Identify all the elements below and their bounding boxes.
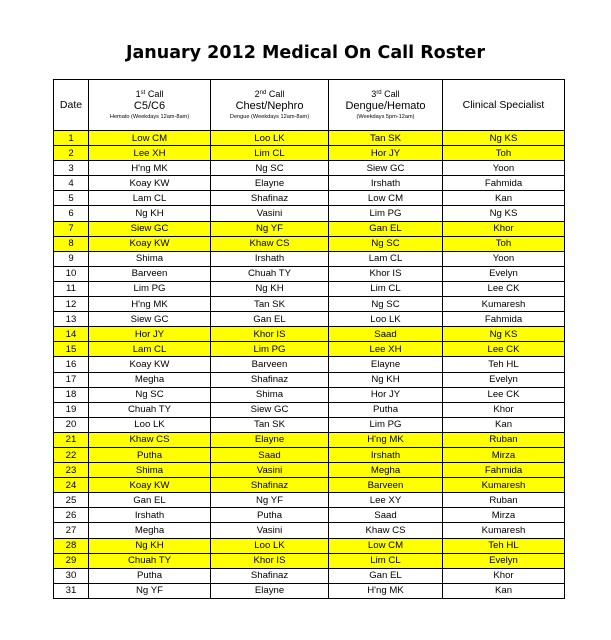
cell-second-call: Vasini [211, 206, 329, 221]
cell-second-call: Loo LK [211, 131, 329, 146]
cell-first-call: Siew GC [89, 312, 211, 327]
cell-second-call: Gan EL [211, 312, 329, 327]
table-row [54, 372, 565, 387]
cell-first-call: Megha [89, 523, 211, 538]
cell-clinical-specialist: Lee CK [443, 281, 565, 296]
cell-date: 3 [54, 161, 89, 176]
cell-third-call: Khaw CS [329, 523, 443, 538]
cell-first-call: Low CM [89, 131, 211, 146]
cell-second-call: Chuah TY [211, 266, 329, 281]
cell-second-call: Ng KH [211, 281, 329, 296]
cell-clinical-specialist: Ruban [443, 493, 565, 508]
cell-clinical-specialist: Kumaresh [443, 523, 565, 538]
table-row [54, 161, 565, 176]
cell-second-call: Lim PG [211, 342, 329, 357]
cell-first-call: Shima [89, 463, 211, 478]
cell-second-call: Barveen [211, 357, 329, 372]
cell-first-call: Barveen [89, 266, 211, 281]
cell-date: 4 [54, 176, 89, 191]
cell-second-call: Shafinaz [211, 191, 329, 206]
cell-first-call: Putha [89, 568, 211, 583]
cell-third-call: Irshath [329, 447, 443, 462]
cell-clinical-specialist: Kan [443, 191, 565, 206]
cell-first-call: Shima [89, 251, 211, 266]
cell-date: 20 [54, 417, 89, 432]
cell-third-call: Saad [329, 508, 443, 523]
cell-clinical-specialist: Kumaresh [443, 478, 565, 493]
cell-clinical-specialist: Evelyn [443, 266, 565, 281]
table-row [54, 493, 565, 508]
cell-first-call: Ng KH [89, 206, 211, 221]
cell-clinical-specialist: Kan [443, 583, 565, 598]
cell-third-call: Lim PG [329, 206, 443, 221]
table-row [54, 538, 565, 553]
cell-date: 23 [54, 463, 89, 478]
cell-third-call: Ng SC [329, 297, 443, 312]
header-first-call: 1st Call C5/C6 Hemato (Weekdays 12am-8am) [89, 80, 211, 131]
table-row [54, 417, 565, 432]
table-row [54, 478, 565, 493]
roster-table [53, 79, 565, 599]
cell-first-call: Koay KW [89, 478, 211, 493]
cell-first-call: Lam CL [89, 191, 211, 206]
cell-clinical-specialist: Ruban [443, 432, 565, 447]
cell-second-call: Shafinaz [211, 372, 329, 387]
cell-clinical-specialist: Fahmida [443, 176, 565, 191]
cell-clinical-specialist: Lee CK [443, 387, 565, 402]
header-date: Date [54, 80, 89, 131]
cell-clinical-specialist: Fahmida [443, 463, 565, 478]
cell-second-call: Irshath [211, 251, 329, 266]
cell-clinical-specialist: Toh [443, 146, 565, 161]
table-row [54, 342, 565, 357]
cell-third-call: Saad [329, 327, 443, 342]
cell-date: 24 [54, 478, 89, 493]
cell-third-call: Megha [329, 463, 443, 478]
cell-third-call: Lim CL [329, 281, 443, 296]
cell-first-call: Khaw CS [89, 432, 211, 447]
cell-clinical-specialist: Yoon [443, 161, 565, 176]
table-row [54, 508, 565, 523]
table-row [54, 432, 565, 447]
cell-third-call: H'ng MK [329, 583, 443, 598]
cell-clinical-specialist: Evelyn [443, 372, 565, 387]
cell-date: 28 [54, 538, 89, 553]
table-row [54, 297, 565, 312]
cell-first-call: Koay KW [89, 357, 211, 372]
table-row [54, 387, 565, 402]
cell-clinical-specialist: Mirza [443, 508, 565, 523]
table-row [54, 236, 565, 251]
table-row [54, 523, 565, 538]
table-row [54, 281, 565, 296]
cell-first-call: Loo LK [89, 417, 211, 432]
cell-date: 12 [54, 297, 89, 312]
cell-third-call: Lim PG [329, 417, 443, 432]
cell-second-call: Saad [211, 447, 329, 462]
cell-clinical-specialist: Mirza [443, 447, 565, 462]
cell-date: 22 [54, 447, 89, 462]
cell-first-call: H'ng MK [89, 297, 211, 312]
cell-first-call: Gan EL [89, 493, 211, 508]
table-row [54, 312, 565, 327]
cell-first-call: Ng KH [89, 538, 211, 553]
cell-second-call: Siew GC [211, 402, 329, 417]
table-row [54, 568, 565, 583]
cell-third-call: Ng SC [329, 236, 443, 251]
cell-second-call: Vasini [211, 463, 329, 478]
cell-date: 15 [54, 342, 89, 357]
cell-date: 18 [54, 387, 89, 402]
cell-third-call: Lee XY [329, 493, 443, 508]
cell-first-call: Ng SC [89, 387, 211, 402]
cell-date: 10 [54, 266, 89, 281]
cell-first-call: Koay KW [89, 176, 211, 191]
cell-date: 2 [54, 146, 89, 161]
table-row [54, 583, 565, 598]
cell-second-call: Elayne [211, 583, 329, 598]
cell-third-call: Lee XH [329, 342, 443, 357]
cell-date: 19 [54, 402, 89, 417]
table-row [54, 191, 565, 206]
cell-date: 6 [54, 206, 89, 221]
cell-third-call: Gan EL [329, 221, 443, 236]
cell-clinical-specialist: Evelyn [443, 553, 565, 568]
cell-clinical-specialist: Fahmida [443, 312, 565, 327]
table-row [54, 402, 565, 417]
cell-second-call: Shafinaz [211, 478, 329, 493]
cell-third-call: Gan EL [329, 568, 443, 583]
table-row [54, 327, 565, 342]
cell-second-call: Elayne [211, 176, 329, 191]
cell-second-call: Lim CL [211, 146, 329, 161]
cell-second-call: Tan SK [211, 297, 329, 312]
cell-third-call: Lam CL [329, 251, 443, 266]
table-row [54, 553, 565, 568]
table-row [54, 357, 565, 372]
cell-date: 9 [54, 251, 89, 266]
cell-third-call: Irshath [329, 176, 443, 191]
cell-third-call: Low CM [329, 191, 443, 206]
cell-clinical-specialist: Toh [443, 236, 565, 251]
table-row [54, 176, 565, 191]
cell-clinical-specialist: Yoon [443, 251, 565, 266]
cell-first-call: Putha [89, 447, 211, 462]
table-row [54, 131, 565, 146]
table-row [54, 447, 565, 462]
cell-first-call: Lam CL [89, 342, 211, 357]
cell-date: 7 [54, 221, 89, 236]
table-row [54, 146, 565, 161]
cell-clinical-specialist: Ng KS [443, 327, 565, 342]
cell-third-call: Siew GC [329, 161, 443, 176]
header-row [54, 80, 565, 131]
page-title: January 2012 Medical On Call Roster [125, 43, 485, 63]
cell-clinical-specialist: Kumaresh [443, 297, 565, 312]
cell-second-call: Khaw CS [211, 236, 329, 251]
cell-first-call: Irshath [89, 508, 211, 523]
cell-second-call: Shafinaz [211, 568, 329, 583]
cell-first-call: Chuah TY [89, 402, 211, 417]
cell-first-call: Siew GC [89, 221, 211, 236]
cell-clinical-specialist: Ng KS [443, 131, 565, 146]
cell-third-call: Ng KH [329, 372, 443, 387]
cell-date: 27 [54, 523, 89, 538]
cell-first-call: Hor JY [89, 327, 211, 342]
cell-second-call: Khor IS [211, 553, 329, 568]
cell-clinical-specialist: Teh HL [443, 538, 565, 553]
cell-third-call: Lim CL [329, 553, 443, 568]
cell-second-call: Shima [211, 387, 329, 402]
cell-clinical-specialist: Khor [443, 221, 565, 236]
cell-second-call: Ng YF [211, 493, 329, 508]
cell-date: 11 [54, 281, 89, 296]
cell-first-call: H'ng MK [89, 161, 211, 176]
header-second-call: 2nd Call Chest/Nephro Dengue (Weekdays 12am-8am) [211, 80, 329, 131]
cell-clinical-specialist: Teh HL [443, 357, 565, 372]
cell-third-call: Barveen [329, 478, 443, 493]
cell-date: 25 [54, 493, 89, 508]
cell-third-call: Khor IS [329, 266, 443, 281]
cell-second-call: Tan SK [211, 417, 329, 432]
cell-date: 13 [54, 312, 89, 327]
cell-date: 31 [54, 583, 89, 598]
cell-date: 29 [54, 553, 89, 568]
cell-date: 16 [54, 357, 89, 372]
cell-second-call: Loo LK [211, 538, 329, 553]
cell-first-call: Lim PG [89, 281, 211, 296]
cell-date: 1 [54, 131, 89, 146]
cell-date: 8 [54, 236, 89, 251]
cell-date: 26 [54, 508, 89, 523]
cell-first-call: Megha [89, 372, 211, 387]
table-row [54, 266, 565, 281]
cell-third-call: Hor JY [329, 387, 443, 402]
table-row [54, 206, 565, 221]
cell-third-call: Tan SK [329, 131, 443, 146]
cell-clinical-specialist: Lee CK [443, 342, 565, 357]
cell-third-call: Elayne [329, 357, 443, 372]
cell-clinical-specialist: Khor [443, 402, 565, 417]
cell-date: 17 [54, 372, 89, 387]
cell-first-call: Lee XH [89, 146, 211, 161]
cell-third-call: Loo LK [329, 312, 443, 327]
cell-second-call: Ng SC [211, 161, 329, 176]
table-row [54, 221, 565, 236]
cell-date: 21 [54, 432, 89, 447]
cell-date: 30 [54, 568, 89, 583]
roster-body [54, 131, 565, 599]
table-row [54, 251, 565, 266]
cell-second-call: Khor IS [211, 327, 329, 342]
cell-first-call: Koay KW [89, 236, 211, 251]
cell-date: 14 [54, 327, 89, 342]
cell-date: 5 [54, 191, 89, 206]
cell-third-call: Putha [329, 402, 443, 417]
cell-first-call: Ng YF [89, 583, 211, 598]
cell-second-call: Elayne [211, 432, 329, 447]
header-clinical-specialist: Clinical Specialist [443, 80, 565, 131]
cell-third-call: Low CM [329, 538, 443, 553]
cell-third-call: Hor JY [329, 146, 443, 161]
table-row [54, 463, 565, 478]
cell-third-call: H'ng MK [329, 432, 443, 447]
cell-first-call: Chuah TY [89, 553, 211, 568]
cell-clinical-specialist: Khor [443, 568, 565, 583]
cell-clinical-specialist: Kan [443, 417, 565, 432]
cell-second-call: Vasini [211, 523, 329, 538]
header-third-call: 3rd Call Dengue/Hemato (Weekdays 5pm-12am) [329, 80, 443, 131]
cell-second-call: Ng YF [211, 221, 329, 236]
cell-second-call: Putha [211, 508, 329, 523]
cell-clinical-specialist: Ng KS [443, 206, 565, 221]
